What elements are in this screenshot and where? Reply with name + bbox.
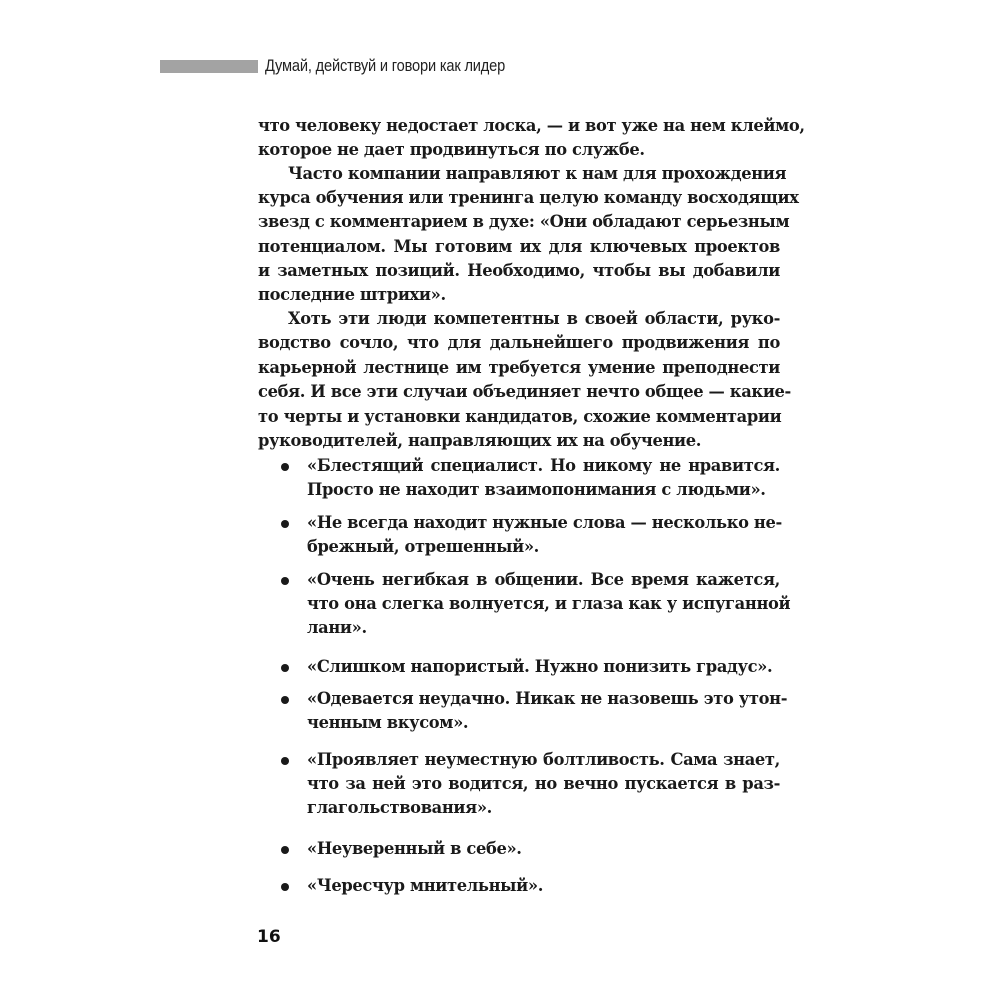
paragraph-line: карьерной лестнице им требуется умение преподнести (258, 358, 780, 377)
paragraph-line: последние штрихи». (258, 285, 446, 304)
paragraph-line: и заметных позиций. Необходимо, чтобы вы добавили (258, 261, 780, 280)
page-number: 16 (257, 927, 281, 947)
paragraph-line: Часто компании направляют к нам для прохождения (288, 164, 787, 183)
paragraph-line: потенциалом. Мы готовим их для ключевых проектов (258, 237, 780, 256)
bullet-item-line: брежный, отрешенный». (307, 537, 539, 556)
bullet-item-line: «Очень негибкая в общении. Все время кажется, (307, 570, 780, 589)
paragraph-line: Хоть эти люди компетентны в своей области, руко- (288, 309, 780, 328)
bullet-item-line: «Неуверенный в себе». (307, 839, 522, 858)
paragraph-line: что человеку недостает лоска, — и вот уже на нем клеймо, (258, 116, 805, 135)
paragraph-line: звезд с комментарием в духе: «Они обладают серьезным (258, 212, 790, 231)
bullet-item-line: что она слегка волнуется, и глаза как у испуганной (307, 594, 791, 613)
header-decorative-bar (160, 60, 258, 73)
bullet-item-line: «Проявляет неуместную болтливость. Сама знает, (307, 750, 780, 769)
bullet-icon (281, 757, 289, 765)
bullet-icon (281, 664, 289, 672)
paragraph-line: то черты и установки кандидатов, схожие комментарии (258, 407, 782, 426)
bullet-icon (281, 463, 289, 471)
paragraph-line: водство сочло, что для дальнейшего продвижения по (258, 333, 780, 352)
running-title: Думай, действуй и говори как лидер (265, 56, 506, 75)
paragraph-line: которое не дает продвинуться по службе. (258, 140, 645, 159)
bullet-icon (281, 577, 289, 585)
paragraph-line: себя. И все эти случаи объединяет нечто общее — какие- (258, 382, 791, 401)
bullet-item-line: глагольствования». (307, 798, 492, 817)
bullet-icon (281, 846, 289, 854)
bullet-item-line: «Одевается неудачно. Никак не назовешь это утон- (307, 689, 788, 708)
paragraph-line: руководителей, направляющих их на обучение. (258, 431, 702, 450)
bullet-item-line: «Слишком напористый. Нужно понизить градус». (307, 657, 773, 676)
bullet-icon (281, 883, 289, 891)
bullet-item-line: ченным вкусом». (307, 713, 469, 732)
bullet-icon (281, 520, 289, 528)
bullet-item-line: «Чересчур мнительный». (307, 876, 544, 895)
bullet-item-line: «Блестящий специалист. Но никому не нравится. (307, 456, 780, 475)
bullet-item-line: «Не всегда находит нужные слова — несколько не- (307, 513, 782, 532)
bullet-item-line: лани». (307, 618, 367, 637)
paragraph-line: курса обучения или тренинга целую команду восходящих (258, 188, 799, 207)
bullet-item-line: что за ней это водится, но вечно пускается в раз- (307, 774, 780, 793)
bullet-icon (281, 696, 289, 704)
bullet-item-line: Просто не находит взаимопонимания с людьми». (307, 480, 766, 499)
